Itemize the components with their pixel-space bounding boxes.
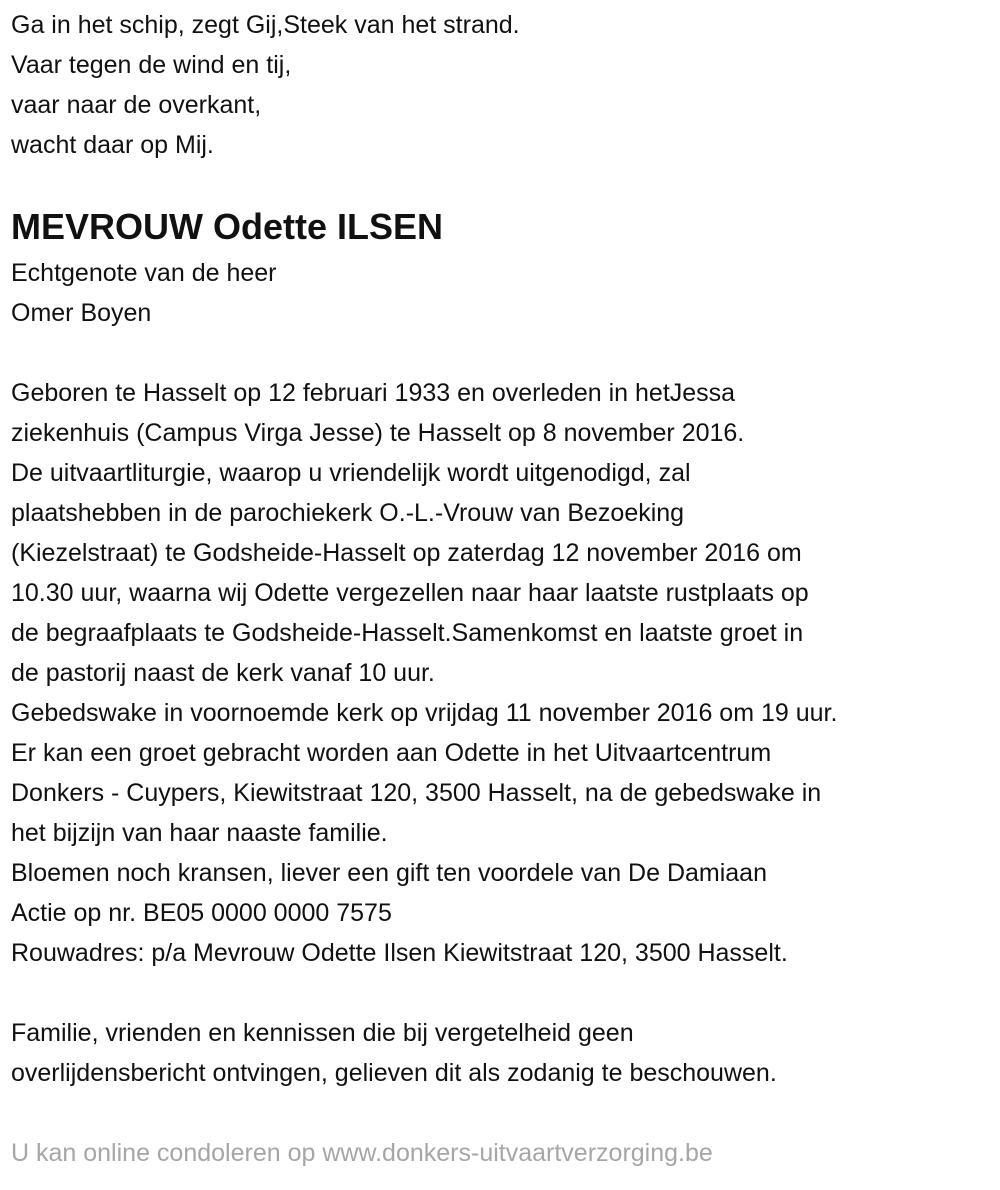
announcement-body xyxy=(11,373,837,973)
body-line: Donkers - Cuypers, Kiewitstraat 120, 3500 Hasselt, na de gebedswake in xyxy=(11,779,822,807)
body-line: Gebedswake in voornoemde kerk op vrijdag 11 november 2016 om 19 uur. xyxy=(11,699,838,727)
body-line: 10.30 uur, waarna wij Odette vergezellen naar haar laatste rustplaats op xyxy=(11,579,809,607)
body-line: plaatshebben in de parochiekerk O.-L.-Vrouw van Bezoeking xyxy=(11,499,685,527)
body-line: Rouwadres: p/a Mevrouw Odette Ilsen Kiewitstraat 120, 3500 Hasselt. xyxy=(11,939,788,967)
spouse-line: Echtgenote van de heer xyxy=(11,259,277,287)
body-line: het bijzijn van haar naaste familie. xyxy=(11,819,388,847)
body-line: de begraafplaats te Godsheide-Hasselt.Samenkomst en laatste groet in xyxy=(11,619,804,647)
body-line: Geboren te Hasselt op 12 februari 1933 en overleden in hetJessa xyxy=(11,379,736,407)
notice-line: Familie, vrienden en kennissen die bij vergetelheid geen xyxy=(11,1019,634,1047)
body-line: de pastorij naast de kerk vanaf 10 uur. xyxy=(11,659,435,687)
poem-line: wacht daar op Mij. xyxy=(11,131,214,159)
body-line: ziekenhuis (Campus Virga Jesse) te Hasselt op 8 november 2016. xyxy=(11,419,745,447)
body-line: Bloemen noch kransen, liever een gift ten voordele van De Damiaan xyxy=(11,859,767,887)
poem-line: Ga in het schip, zegt Gij,Steek van het strand. xyxy=(11,11,520,39)
condolence-footer xyxy=(11,1133,713,1173)
condolence-link-text[interactable]: U kan online condoleren op www.donkers-uitvaartverzorging.be xyxy=(11,1139,713,1167)
poem-line: vaar naar de overkant, xyxy=(11,91,262,119)
poem xyxy=(11,5,520,165)
notice-line: overlijdensbericht ontvingen, gelieven dit als zodanig te beschouwen. xyxy=(11,1059,777,1087)
notice xyxy=(11,1013,777,1093)
spouse-line: Omer Boyen xyxy=(11,299,152,327)
body-line: De uitvaartliturgie, waarop u vriendelijk wordt uitgenodigd, zal xyxy=(11,459,691,487)
body-line: Actie op nr. BE05 0000 0000 7575 xyxy=(11,899,392,927)
deceased-name: MEVROUW Odette ILSEN xyxy=(11,206,444,247)
body-line: (Kiezelstraat) te Godsheide-Hasselt op zaterdag 12 november 2016 om xyxy=(11,539,802,567)
poem-line: Vaar tegen de wind en tij, xyxy=(11,51,292,79)
body-line: Er kan een groet gebracht worden aan Odette in het Uitvaartcentrum xyxy=(11,739,772,767)
spouse xyxy=(11,253,276,333)
